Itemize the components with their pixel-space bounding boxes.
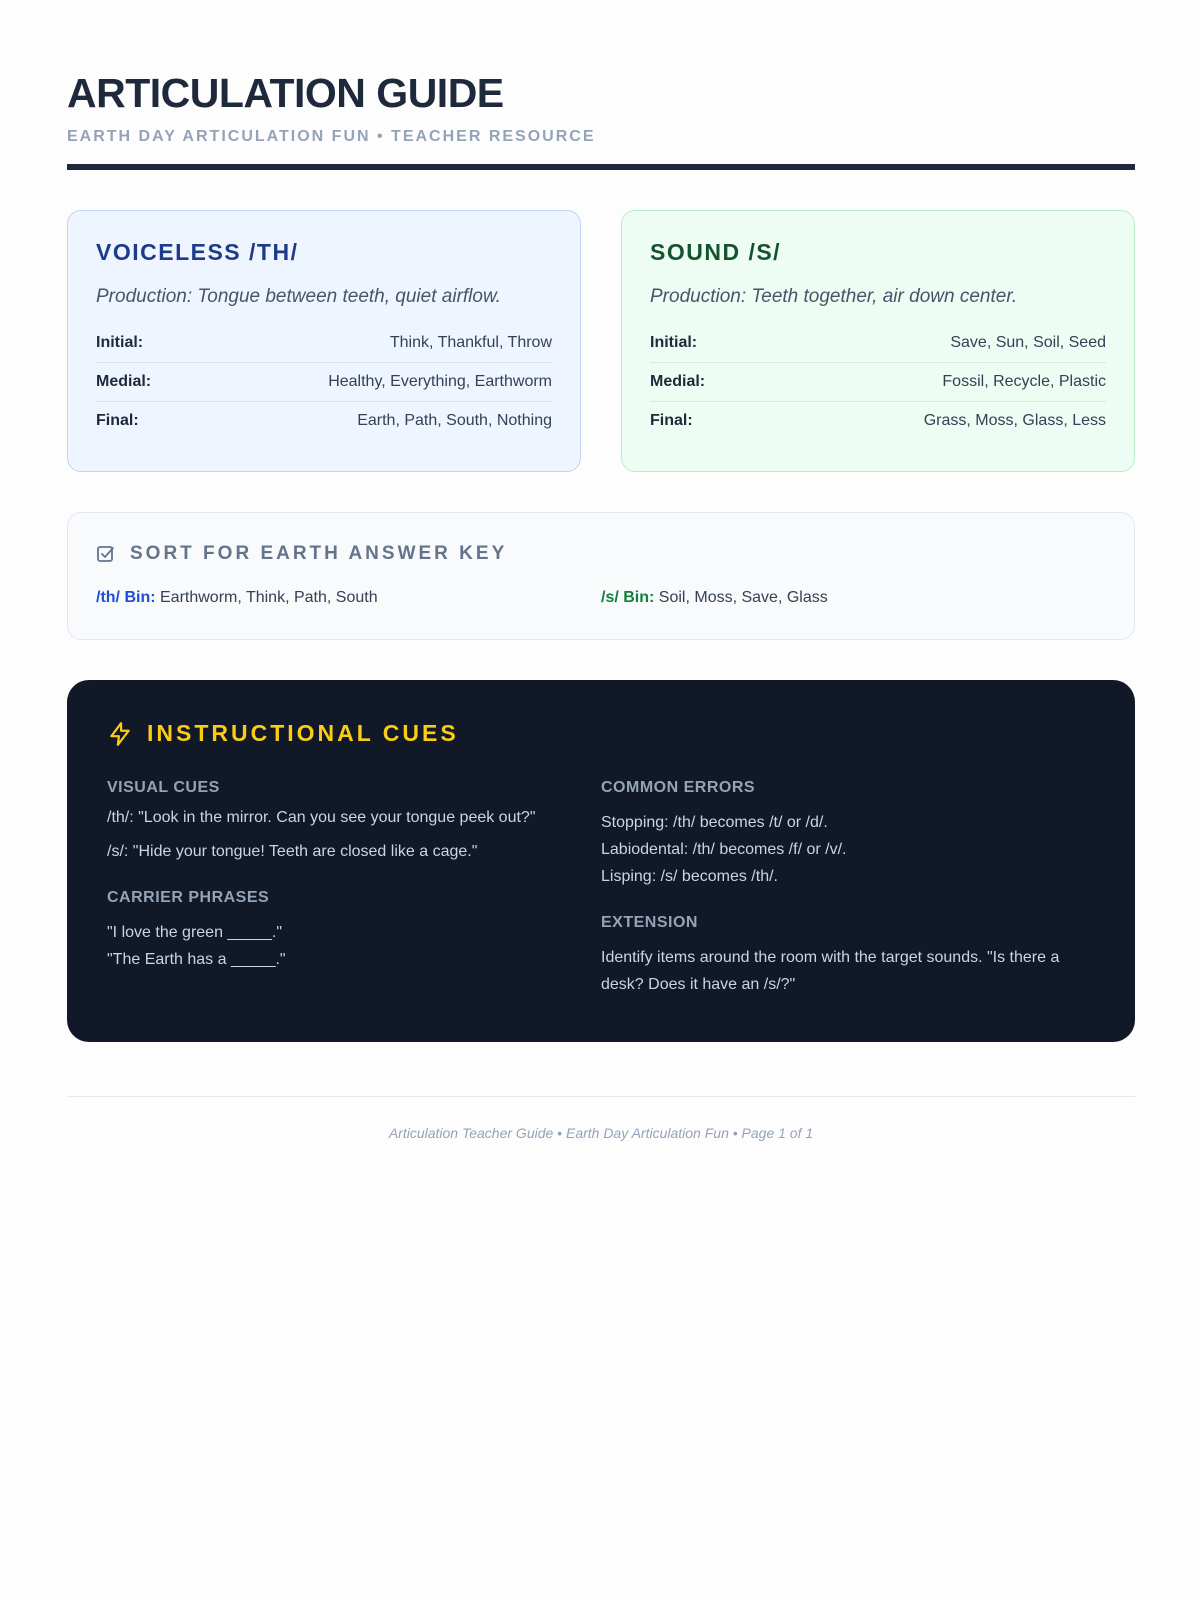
cues-right-column bbox=[601, 779, 1095, 998]
row-value: Grass, Moss, Glass, Less bbox=[756, 402, 1106, 441]
table-row bbox=[650, 402, 1106, 441]
table-row bbox=[650, 363, 1106, 402]
cues-header bbox=[107, 720, 1095, 747]
table-row bbox=[96, 363, 552, 402]
row-value: Fossil, Recycle, Plastic bbox=[756, 363, 1106, 402]
extension-text: Identify items around the room with the target sounds. "Is there a desk? Does it have an /s/?" bbox=[601, 949, 1060, 993]
page-title: ARTICULATION GUIDE bbox=[67, 70, 504, 116]
production-note: Production: Tongue between teeth, quiet airflow. bbox=[96, 286, 501, 307]
answer-key-heading: SORT FOR EARTH ANSWER KEY bbox=[130, 543, 508, 564]
visual-cues-heading: VISUAL CUES bbox=[107, 779, 220, 796]
list-item: Stopping: /th/ becomes /t/ or /d/. bbox=[601, 814, 828, 831]
instructional-cues-panel bbox=[67, 680, 1135, 1042]
page bbox=[67, 70, 1135, 1141]
footer-divider bbox=[67, 1096, 1135, 1097]
answer-key-header bbox=[96, 543, 1106, 565]
row-label: Final: bbox=[650, 402, 756, 441]
row-value: Healthy, Everything, Earthworm bbox=[186, 363, 552, 402]
cues-columns bbox=[107, 779, 1095, 998]
s-bin-label: /s/ Bin: bbox=[601, 589, 655, 606]
page-footer: Articulation Teacher Guide • Earth Day Articulation Fun • Page 1 of 1 bbox=[388, 1125, 814, 1141]
row-label: Initial: bbox=[650, 334, 698, 351]
lightning-icon bbox=[107, 721, 133, 747]
s-bin-items: Soil, Moss, Save, Glass bbox=[658, 589, 828, 606]
s-bin bbox=[601, 589, 1106, 607]
row-label: Initial: bbox=[96, 334, 144, 351]
visual-cues-list bbox=[107, 805, 601, 865]
th-bin-label: /th/ Bin: bbox=[96, 589, 156, 606]
word-table bbox=[650, 324, 1106, 440]
row-value: Earth, Path, South, Nothing bbox=[186, 402, 552, 441]
th-bin-items: Earthworm, Think, Path, South bbox=[160, 589, 378, 606]
card-title: SOUND /S/ bbox=[650, 239, 782, 265]
card-s bbox=[621, 210, 1135, 472]
header-divider bbox=[67, 164, 1135, 170]
sound-cards bbox=[67, 210, 1135, 472]
cues-heading: INSTRUCTIONAL CUES bbox=[147, 720, 459, 746]
extension-heading: EXTENSION bbox=[601, 914, 698, 931]
card-th bbox=[67, 210, 581, 472]
th-bin bbox=[96, 589, 601, 607]
row-label: Final: bbox=[96, 402, 186, 441]
row-value: Save, Sun, Soil, Seed bbox=[950, 334, 1106, 351]
card-title: VOICELESS /TH/ bbox=[96, 239, 299, 265]
table-row bbox=[650, 324, 1106, 363]
checkbox-icon bbox=[96, 544, 116, 564]
carrier-phrases-heading: CARRIER PHRASES bbox=[107, 889, 270, 906]
row-value: Think, Thankful, Throw bbox=[389, 334, 552, 351]
list-item: Labiodental: /th/ becomes /f/ or /v/. bbox=[601, 841, 847, 858]
list-item: "The Earth has a _____." bbox=[107, 951, 286, 968]
list-item: "I love the green _____." bbox=[107, 924, 283, 941]
table-row bbox=[96, 402, 552, 441]
cues-left-column bbox=[107, 779, 601, 998]
table-row bbox=[96, 324, 552, 363]
answer-bins bbox=[96, 589, 1106, 607]
common-errors-heading: COMMON ERRORS bbox=[601, 779, 756, 796]
answer-key-panel bbox=[67, 512, 1135, 640]
row-label: Medial: bbox=[650, 363, 756, 402]
list-item: Lisping: /s/ becomes /th/. bbox=[601, 868, 778, 885]
production-note: Production: Teeth together, air down center. bbox=[650, 286, 1018, 307]
list-item: /th/: "Look in the mirror. Can you see your tongue peek out?" bbox=[107, 809, 536, 826]
row-label: Medial: bbox=[96, 363, 186, 402]
word-table bbox=[96, 324, 552, 440]
page-subtitle: EARTH DAY ARTICULATION FUN • TEACHER RESOURCE bbox=[67, 128, 596, 145]
list-item: /s/: "Hide your tongue! Teeth are closed like a cage." bbox=[107, 843, 478, 860]
